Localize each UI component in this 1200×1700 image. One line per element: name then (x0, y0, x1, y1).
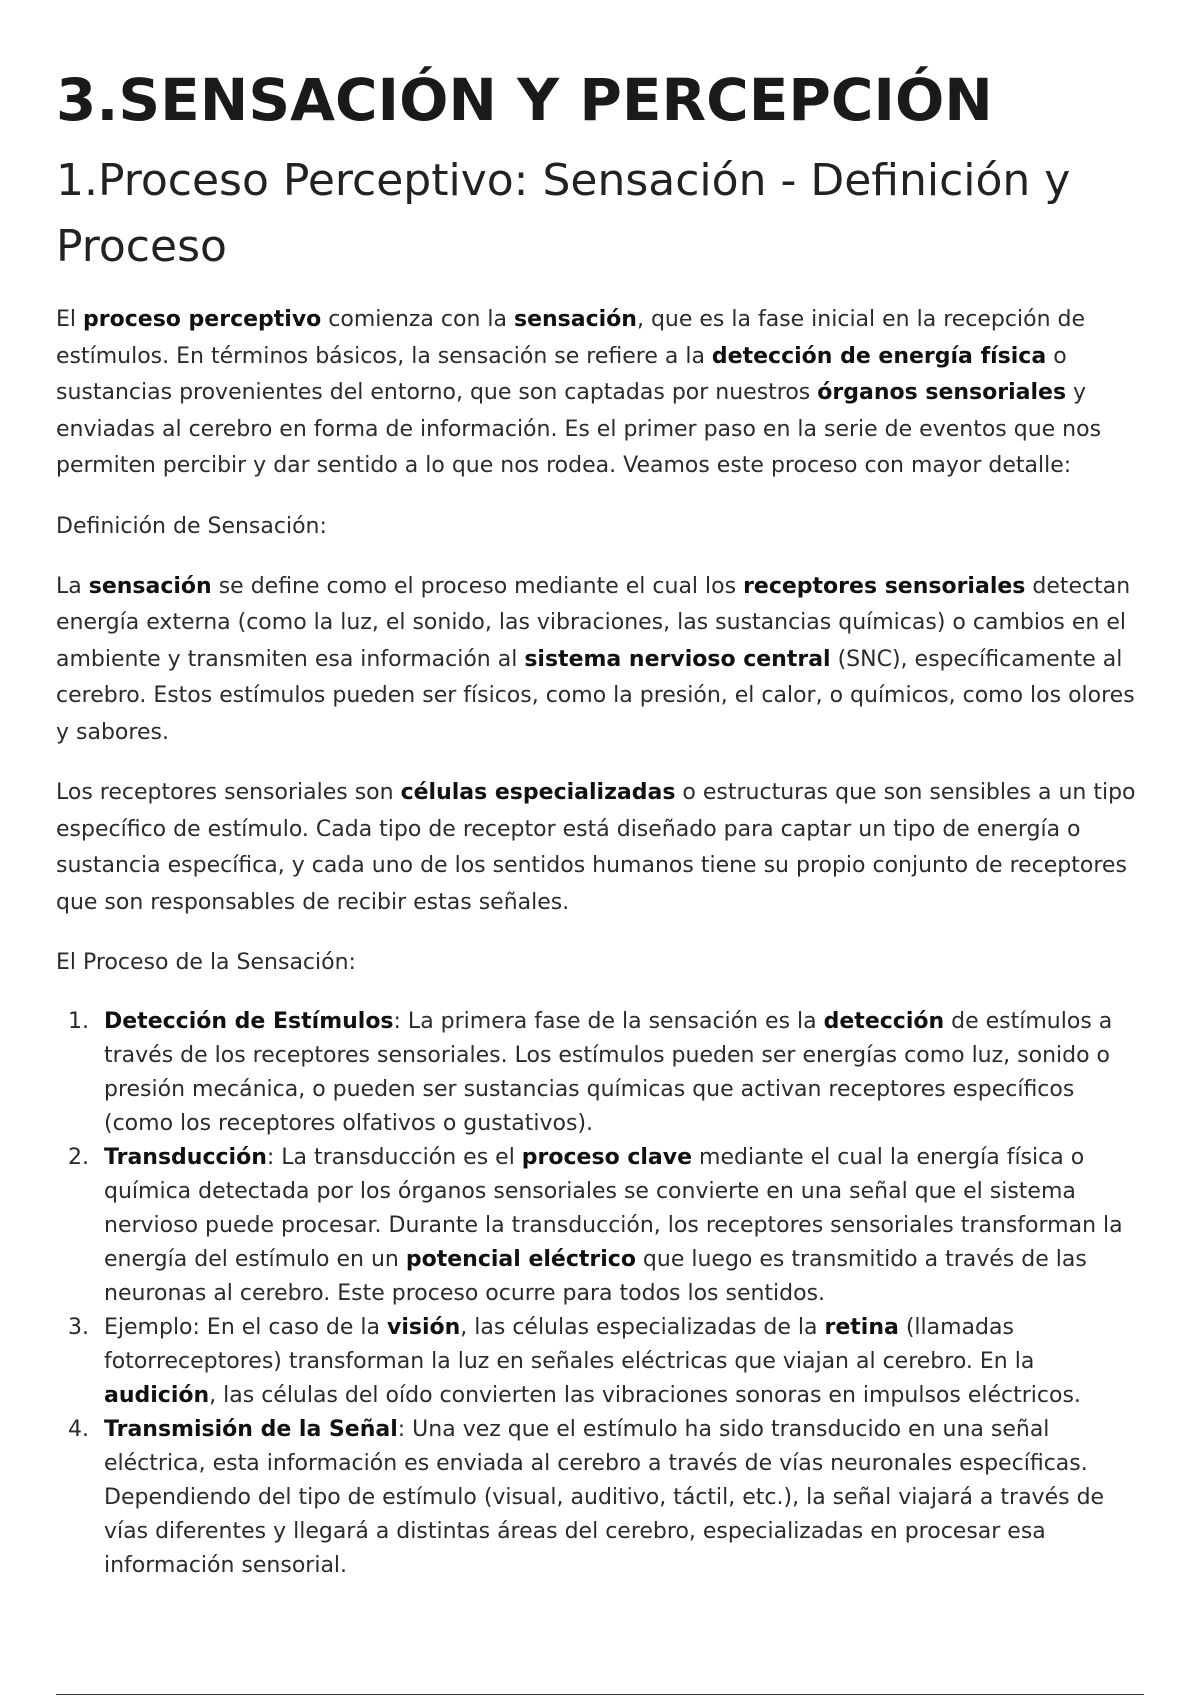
intro-paragraph (56, 302, 1146, 485)
page-divider (56, 1694, 1144, 1695)
receptors-text-2: o estructuras que son sensibles a un tipo específico de estímulo. Cada tipo de receptor está diseñado para captar un tipo de energía o sustancia específica, y cada uno de los sentidos humanos tiene su propio conjunto de receptores que son responsables de recibir estas señales. (56, 780, 1136, 915)
intro-bold-4: órganos sensoriales (817, 380, 1067, 405)
list-item-number: 4. (68, 1417, 89, 1442)
page-title: 3.SENSACIÓN Y PERCEPCIÓN (56, 66, 993, 134)
step-3-text-1: Ejemplo: En el caso de la (104, 1315, 387, 1340)
list-item-number: 1. (68, 1009, 89, 1034)
step-2-bold-3: potencial eléctrico (405, 1247, 636, 1272)
step-3-text-4: , las células del oído convierten las vibraciones sonoras en impulsos eléctricos. (209, 1383, 1081, 1408)
step-3-text-3: (llamadas fotorreceptores) transforman la luz en señales eléctricas que viajan al cerebro. En la (104, 1315, 1035, 1374)
definition-label: Definición de Sensación: (56, 513, 327, 539)
step-2-text-3: que luego es transmitido a través de las neuronas al cerebro. Este proceso ocurre para todos los sentidos. (104, 1247, 1087, 1306)
step-1-bold-2: detección (823, 1009, 945, 1034)
step-2-bold-1: Transducción (104, 1145, 267, 1170)
list-item-number: 2. (68, 1145, 89, 1170)
definition-bold-3: sistema nervioso central (524, 646, 831, 672)
step-2-bold-2: proceso clave (521, 1145, 693, 1170)
process-label: El Proceso de la Sensación: (56, 950, 356, 975)
receptors-text-1: Los receptores sensoriales son (56, 780, 401, 805)
step-4-text-1: : Una vez que el estímulo ha sido transducido en una señal eléctrica, esta información es enviada al cerebro a través de vías neuronales específicas. Dependiendo del tipo de estímulo (visual, auditivo, táctil, etc.), la señal viajará a través de vías diferentes y llegará a distintas áreas del cerebro, especializadas en procesar esa información sensorial. (104, 1417, 1105, 1578)
step-3-bold-2: retina (824, 1315, 899, 1340)
intro-bold-3: detección de energía física (711, 343, 1047, 369)
intro-text-4: o sustancias provenientes del entorno, que son captadas por nuestros (56, 343, 1067, 405)
intro-text-3: , que es la fase inicial en la recepción de estímulos. En términos básicos, la sensación se refiere a la (56, 307, 1086, 369)
step-2-text-2: mediante el cual la energía física o química detectada por los órganos sensoriales se convierte en una señal que el sistema nervioso puede procesar. Durante la transducción, los receptores sensoriales transforman la energía del estímulo en un (104, 1145, 1123, 1272)
intro-text-1: El (56, 307, 84, 332)
section-heading: 1.Proceso Perceptivo: Sensación - Definición y Proceso (56, 155, 1071, 272)
step-3-bold-3: audición (104, 1383, 210, 1408)
step-1-text-1: : La primera fase de la sensación es la (393, 1009, 824, 1034)
step-4-bold-1: Transmisión de la Señal (104, 1417, 398, 1442)
list-item (56, 1413, 1146, 1583)
definition-text-1: La (56, 573, 89, 599)
definition-paragraph (56, 569, 1146, 752)
step-3-bold-1: visión (386, 1315, 461, 1340)
document-page (56, 62, 1146, 1583)
list-item (56, 1311, 1146, 1413)
list-item (56, 1005, 1146, 1141)
receptors-paragraph (56, 775, 1146, 921)
receptors-bold-1: células especializadas (400, 780, 676, 805)
definition-bold-1: sensación (88, 573, 212, 599)
intro-bold-1: proceso perceptivo (83, 307, 322, 332)
step-1-text-2: de estímulos a través de los receptores sensoriales. Los estímulos pueden ser energías como luz, sonido o presión mecánica, o pueden ser sustancias químicas que activan receptores específicos (como los receptores olfativos o gustativos). (104, 1009, 1113, 1136)
intro-bold-2: sensación (513, 307, 637, 332)
intro-text-2: comienza con la (321, 307, 514, 332)
step-1-bold-1: Detección de Estímulos (104, 1009, 394, 1034)
process-steps-list (56, 1005, 1146, 1583)
list-item (56, 1141, 1146, 1311)
step-3-text-2: , las células especializadas de la (460, 1315, 825, 1340)
step-2-text-1: : La transducción es el (266, 1145, 522, 1170)
definition-text-3: detectan energía externa (como la luz, el sonido, las vibraciones, las sustancias químicas) o cambios en el ambiente y transmiten esa información al (56, 573, 1131, 672)
definition-bold-2: receptores sensoriales (743, 573, 1026, 599)
list-item-number: 3. (68, 1315, 89, 1340)
intro-text-5: y enviadas al cerebro en forma de información. Es el primer paso en la serie de eventos que nos permiten percibir y dar sentido a lo que nos rodea. Veamos este proceso con mayor detalle: (56, 380, 1102, 478)
definition-text-4: (SNC), específicamente al cerebro. Estos estímulos pueden ser físicos, como la presión, el calor, o químicos, como los olores y sabores. (56, 646, 1135, 745)
definition-text-2: se define como el proceso mediante el cual los (211, 573, 744, 599)
